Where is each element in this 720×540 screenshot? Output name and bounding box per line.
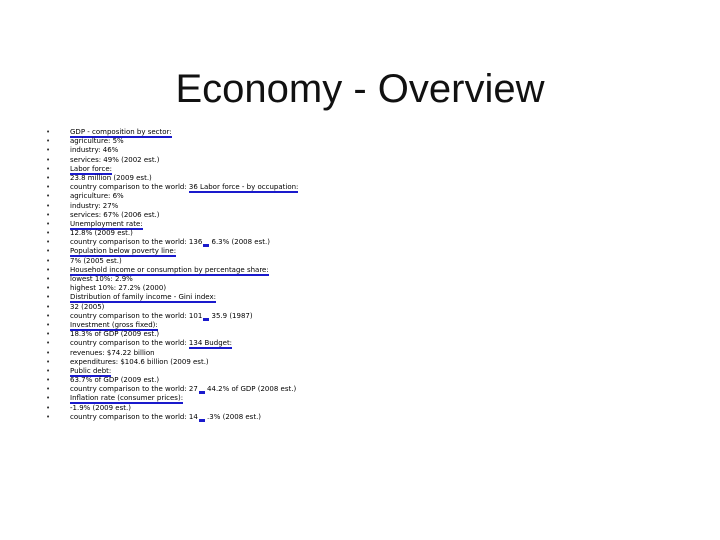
bullet-item (40, 321, 298, 330)
bullet-dot-icon: • (46, 229, 51, 238)
bullet-dot-icon: • (46, 275, 51, 283)
bullet-text: services: 49% (2002 est.) (70, 155, 160, 164)
bullet-dot-icon: • (46, 348, 51, 357)
bullet-dot-icon: • (46, 137, 51, 146)
bullet-item (40, 330, 298, 339)
bullet-item (40, 284, 298, 293)
bullet-text: GDP - composition by sector: (70, 128, 172, 136)
bullet-dot-icon: • (46, 146, 51, 155)
bullet-text: agriculture: 5% (70, 137, 124, 146)
bullet-item (40, 247, 298, 256)
bullet-text: country comparison to the world: 134 Budget: (70, 339, 233, 348)
bullet-item (40, 238, 298, 247)
bullet-dot-icon: • (46, 311, 51, 320)
bullet-text: country comparison to the world: 101 35.9 (1987) (70, 311, 253, 320)
bullet-text: services: 67% (2006 est.) (70, 210, 160, 219)
bullet-item (40, 349, 298, 358)
bullet-item (40, 257, 298, 266)
bullet-text: agriculture: 6% (70, 192, 124, 201)
bullet-dot-icon: • (46, 357, 51, 366)
bullet-dot-icon: • (46, 210, 51, 219)
bullet-item (40, 146, 298, 155)
bullet-text: country comparison to the world: 14 .3% (2008 est.) (70, 412, 262, 421)
bullet-text: highest 10%: 27.2% (2000) (70, 284, 167, 293)
bullet-item (40, 165, 298, 174)
bullet-dot-icon: • (46, 265, 51, 274)
bullet-text: Population below poverty line: (70, 247, 177, 256)
bullet-dot-icon: • (46, 256, 51, 265)
bullet-dot-icon: • (46, 201, 51, 210)
bullet-text: Public debt: (70, 366, 112, 375)
bullet-item (40, 293, 298, 302)
bullet-item (40, 358, 298, 367)
bullet-list (40, 128, 298, 422)
bullet-text: Investment (gross fixed): (70, 320, 158, 329)
bullet-text: 18.3% of GDP (2009 est.) (70, 330, 160, 339)
bullet-dot-icon: • (46, 128, 51, 136)
bullet-item (40, 192, 298, 201)
bullet-text: Household income or consumption by percentage share: (70, 265, 269, 274)
bullet-text: country comparison to the world: 136 6.3% (2008 est.) (70, 238, 270, 247)
bullet-item (40, 312, 298, 321)
underlined-segment: 134 Budget: (188, 339, 233, 348)
bullet-text: expenditures: $104.6 billion (2009 est.) (70, 357, 209, 366)
bullet-item (40, 174, 298, 183)
bullet-text: Unemployment rate: (70, 219, 143, 228)
bullet-dot-icon: • (46, 183, 51, 192)
bullet-text: Labor force: (70, 164, 113, 173)
bullet-dot-icon: • (46, 247, 51, 256)
bullet-dot-icon: • (46, 339, 51, 348)
bullet-text: 23.8 million (2009 est.) (70, 173, 152, 182)
bullet-item (40, 266, 298, 275)
bullet-item (40, 385, 298, 394)
bullet-item (40, 220, 298, 229)
bullet-dot-icon: • (46, 330, 51, 339)
bullet-dot-icon: • (46, 320, 51, 329)
bullet-item (40, 404, 298, 413)
bullet-dot-icon: • (46, 302, 51, 311)
bullet-dot-icon: • (46, 284, 51, 293)
bullet-text: -1.9% (2009 est.) (70, 403, 131, 412)
bullet-text: Inflation rate (consumer prices): (70, 394, 184, 403)
bullet-item (40, 137, 298, 146)
bullet-item (40, 211, 298, 220)
bullet-item (40, 229, 298, 238)
bullet-dot-icon: • (46, 192, 51, 201)
link-underline-mark (199, 419, 205, 422)
bullet-item (40, 376, 298, 385)
bullet-dot-icon: • (46, 293, 51, 302)
bullet-text: 12.8% (2009 est.) (70, 229, 133, 238)
bullet-dot-icon: • (46, 394, 51, 403)
bullet-text: country comparison to the world: 36 Labor force - by occupation: (70, 183, 299, 192)
slide-title: Economy - Overview (175, 66, 545, 111)
underlined-segment: 36 Labor force - by occupation: (188, 183, 299, 192)
bullet-item (40, 202, 298, 211)
bullet-dot-icon: • (46, 376, 51, 385)
bullet-text: country comparison to the world: 27 44.2% of GDP (2008 est.) (70, 385, 297, 394)
bullet-dot-icon: • (46, 219, 51, 228)
bullet-dot-icon: • (46, 412, 51, 421)
bullet-text: 63.7% of GDP (2009 est.) (70, 376, 160, 385)
bullet-item (40, 367, 298, 376)
bullet-text: Distribution of family income - Gini index: (70, 293, 216, 302)
bullet-text: industry: 46% (70, 146, 119, 155)
bullet-item (40, 128, 298, 137)
bullet-text: lowest 10%: 2.9% (70, 275, 133, 283)
bullet-item (40, 156, 298, 165)
bullet-text: 7% (2005 est.) (70, 256, 122, 265)
bullet-text: revenues: $74.22 billion (70, 348, 155, 357)
bullet-item (40, 183, 298, 192)
bullet-dot-icon: • (46, 155, 51, 164)
bullet-text: industry: 27% (70, 201, 119, 210)
bullet-item (40, 339, 298, 348)
bullet-dot-icon: • (46, 173, 51, 182)
bullet-item (40, 413, 298, 422)
bullet-item (40, 394, 298, 403)
bullet-dot-icon: • (46, 403, 51, 412)
bullet-item (40, 275, 298, 284)
bullet-dot-icon: • (46, 164, 51, 173)
bullet-dot-icon: • (46, 385, 51, 394)
bullet-text: 32 (2005) (70, 302, 105, 311)
bullet-dot-icon: • (46, 366, 51, 375)
bullet-dot-icon: • (46, 238, 51, 247)
bullet-item (40, 303, 298, 312)
